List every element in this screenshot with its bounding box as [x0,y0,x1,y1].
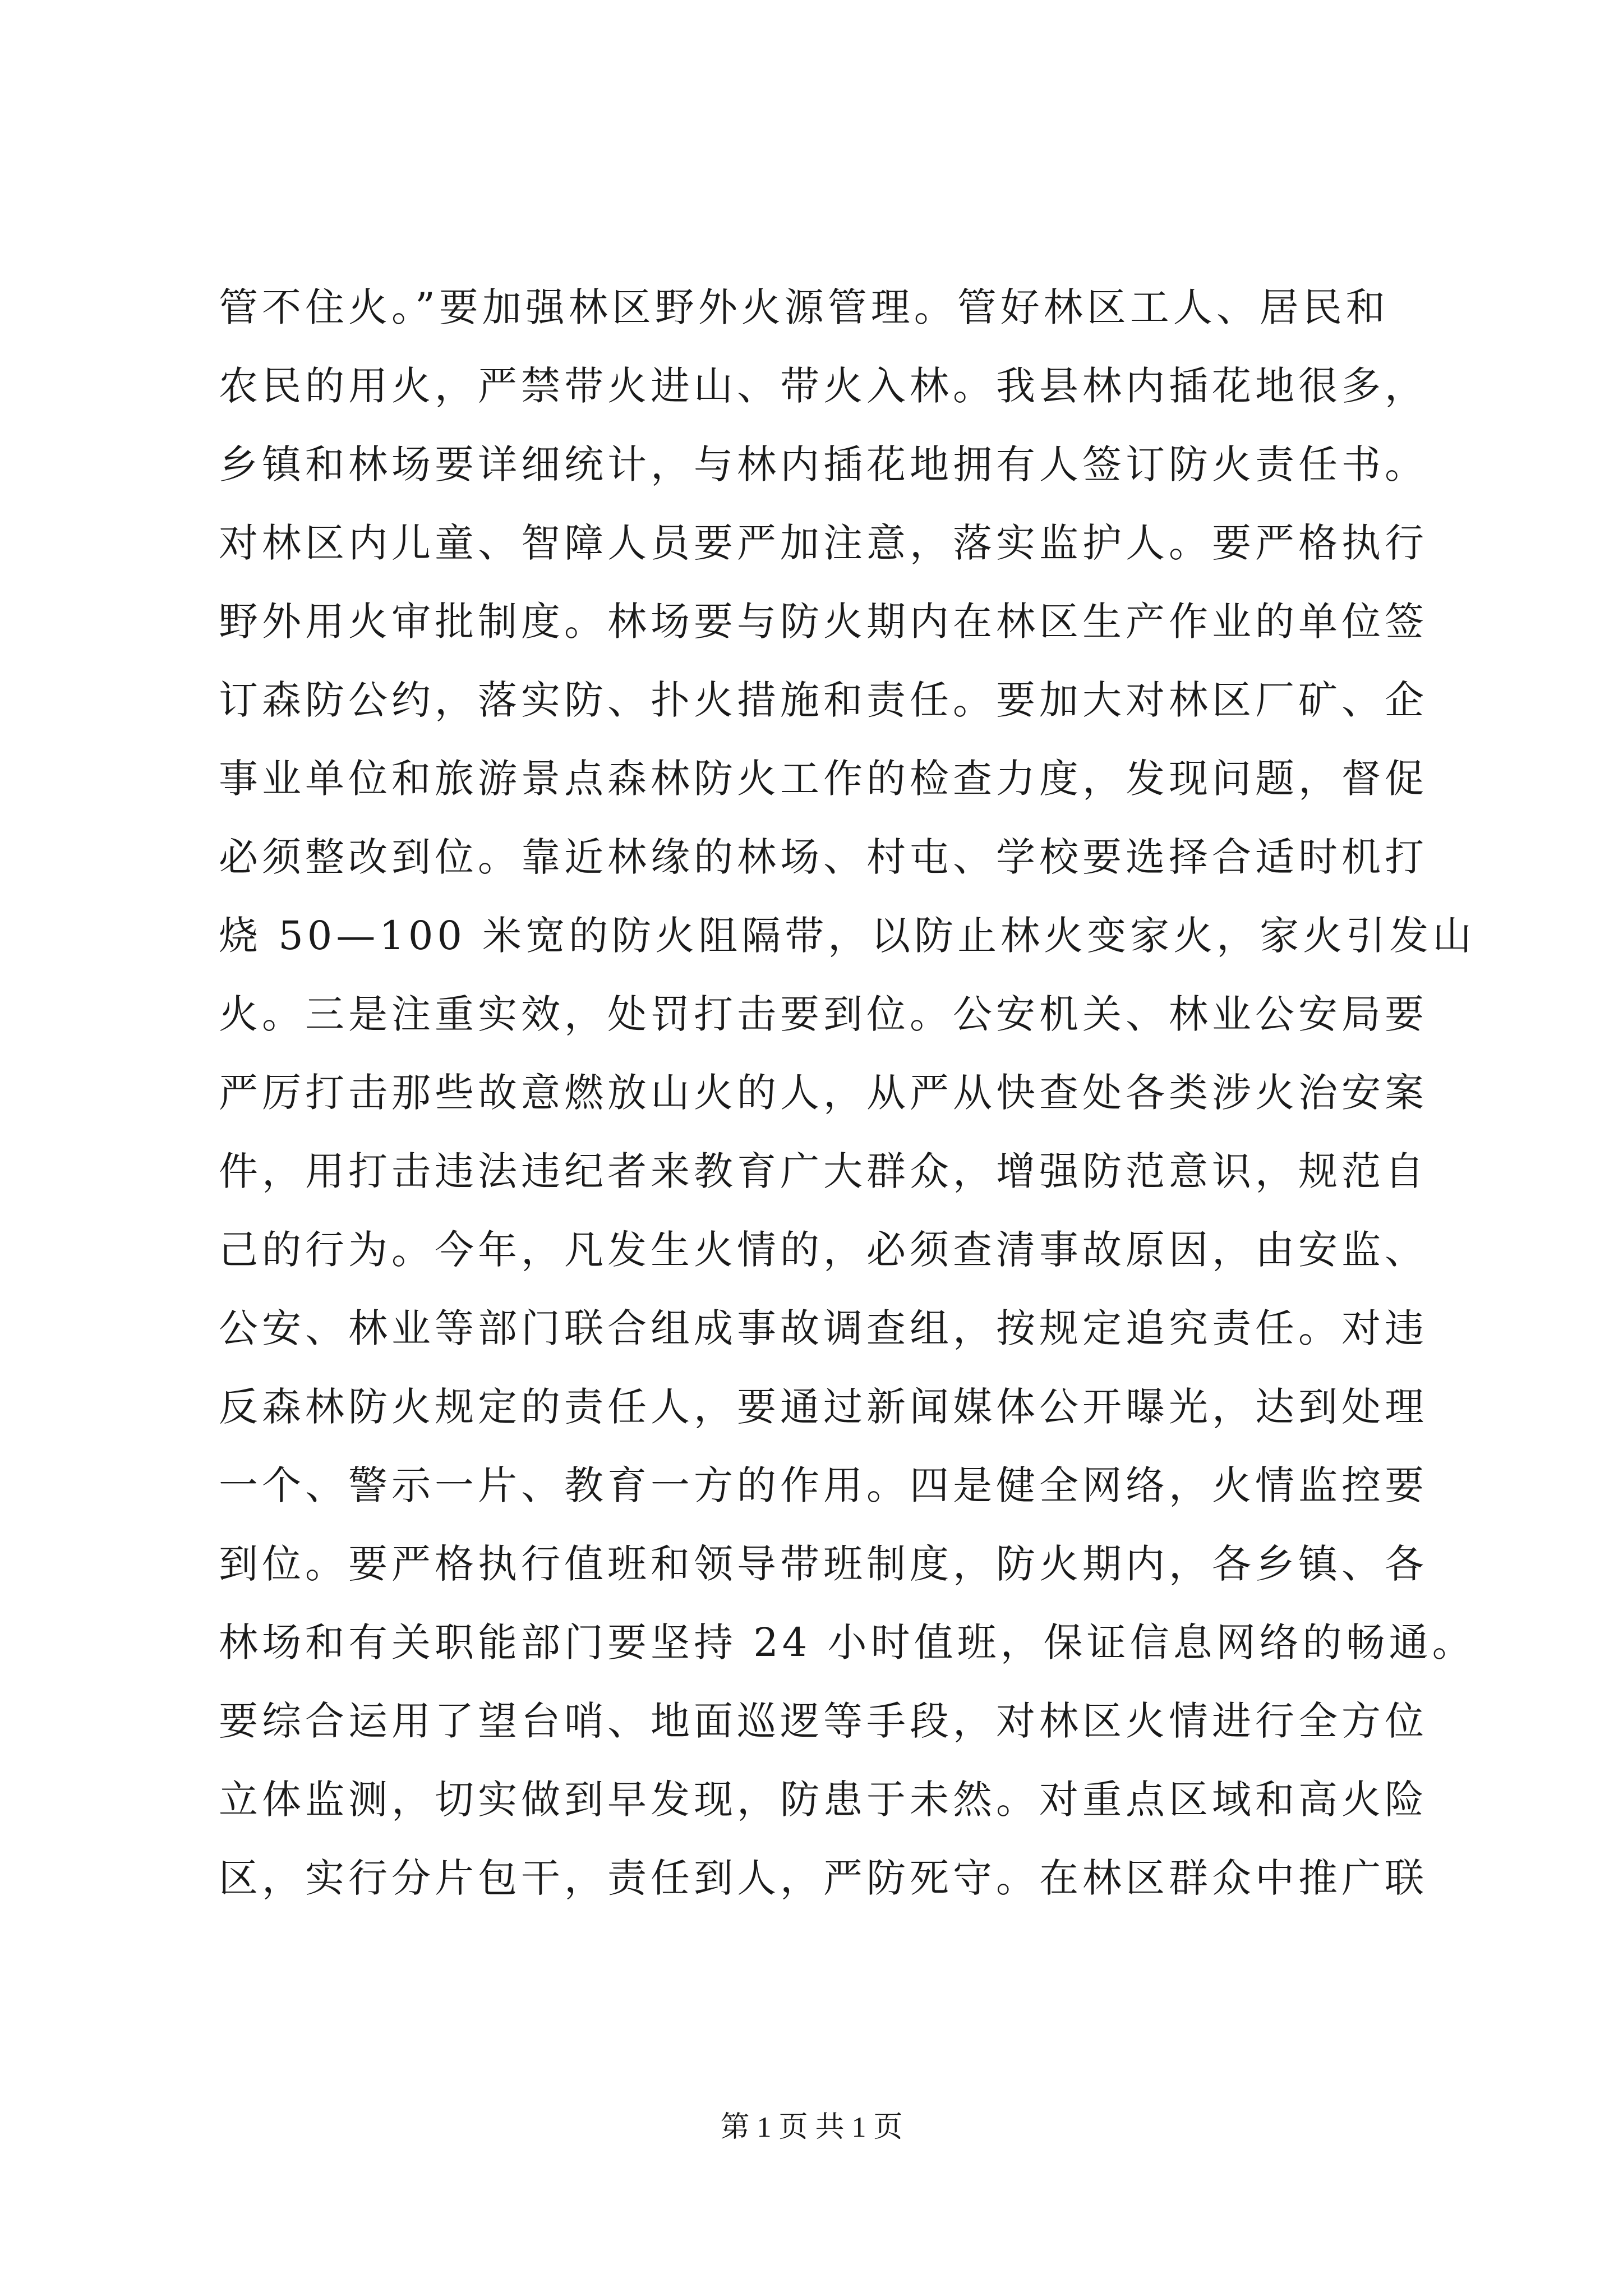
text-line: 严厉打击那些故意燃放山火的人，从严从快查处各类涉火治安案 [219,1070,1428,1116]
text-line: 野外用火审批制度。林场要与防火期内在林区生产作业的单位签 [219,599,1428,645]
text-line: 区，实行分片包干，责任到人，严防死守。在林区群众中推广联 [219,1855,1428,1901]
text-line: 烧 50—100 米宽的防火阻隔带，以防止林火变家火，家火引发山 [219,913,1476,959]
text-line: 农民的用火，严禁带火进山、带火入林。我县林内插花地很多， [219,363,1428,409]
text-line: 到位。要严格执行值班和领导带班制度，防火期内，各乡镇、各 [219,1541,1428,1587]
text-line: 反森林防火规定的责任人，要通过新闻媒体公开曝光，达到处理 [219,1384,1428,1430]
text-line: 己的行为。今年，凡发生火情的，必须查清事故原因，由安监、 [219,1227,1428,1273]
text-line: 件，用打击违法违纪者来教育广大群众，增强防范意识，规范自 [219,1148,1428,1194]
text-line: 林场和有关职能部门要坚持 24 小时值班，保证信息网络的畅通。 [219,1619,1476,1665]
text-line: 火。三是注重实效，处罚打击要到位。公安机关、林业公安局要 [219,991,1428,1037]
text-line: 订森防公约，落实防、扑火措施和责任。要加大对林区厂矿、企 [219,677,1428,723]
text-line: 立体监测，切实做到早发现，防患于未然。对重点区域和高火险 [219,1777,1428,1823]
text-line: 乡镇和林场要详细统计，与林内插花地拥有人签订防火责任书。 [219,441,1428,487]
body-text [219,268,1476,1917]
text-line: 管不住火。”要加强林区野外火源管理。管好林区工人、居民和 [219,284,1389,330]
text-line: 要综合运用了望台哨、地面巡逻等手段，对林区火情进行全方位 [219,1698,1428,1744]
text-line: 对林区内儿童、智障人员要严加注意，落实监护人。要严格执行 [219,520,1428,566]
text-line: 一个、警示一片、教育一方的作用。四是健全网络，火情监控要 [219,1462,1428,1508]
text-line: 公安、林业等部门联合组成事故调查组，按规定追究责任。对违 [219,1305,1428,1351]
text-line: 事业单位和旅游景点森林防火工作的检查力度，发现问题，督促 [219,756,1428,802]
page-number: 第 1 页 共 1 页 [720,2111,903,2143]
text-line: 必须整改到位。靠近林缘的林场、村屯、学校要选择合适时机打 [219,834,1428,880]
page-footer [0,2108,1623,2147]
